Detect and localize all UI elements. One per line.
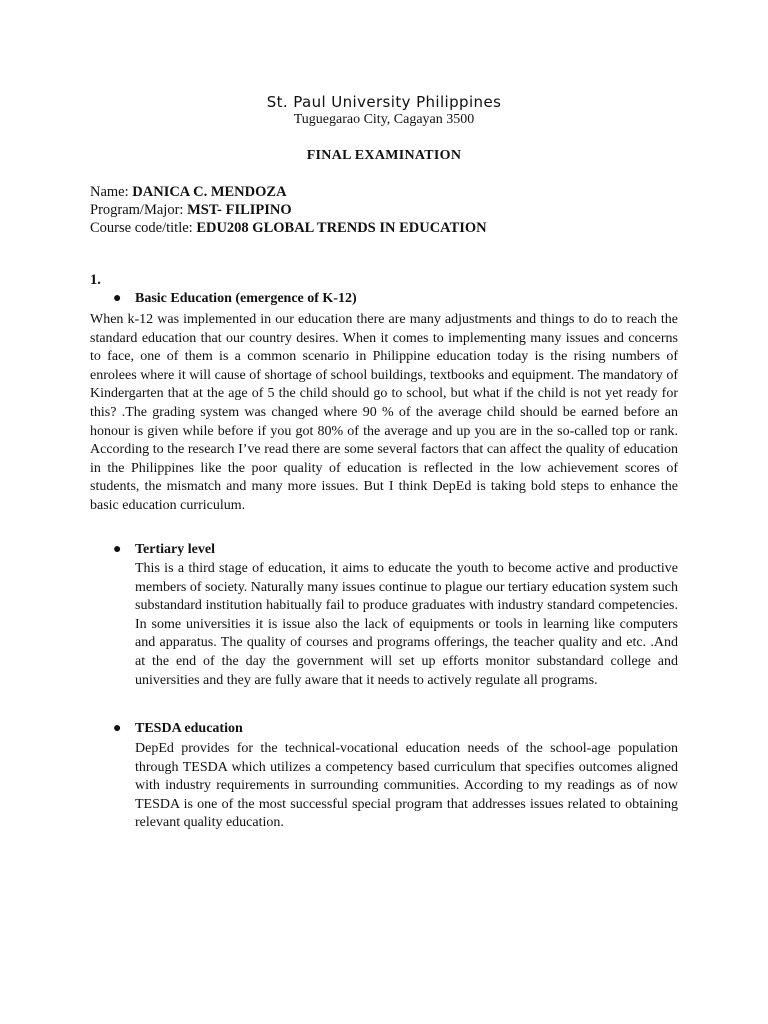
section-body-tertiary: This is a third stage of education, it aims to educate the youth to become active and productive members of society. Naturally many issues continue to plague our tertiary education system such substandard institution habitually fail to produce graduates with industry standard competencies. In some universities it is issue also the lack of equipments or tools in learning like computers and apparatus. The quality of courses and programs offerings, the teacher quality and etc. .And at the end of the day the government will set up efforts monitor substandard college and universities and they are fully aware that it needs to actively regulate all programs. [135, 561, 678, 688]
university-address: Tuguegarao City, Cagayan 3500 [293, 112, 475, 127]
section-body-basic: When k-12 was implemented in our education there are many adjustments and things to do to reach the standard education that our country desires. When it comes to implementing many issues and concerns to face, one of them is a common scenario in Philippine education today is the rising numbers of enrolees where it will cause of shortage of school buildings, textbooks and equipment. The mandatory of Kindergarten that at the age of 5 the child should go to school, but what if the child is not yet ready for this? .The grading system was changed where 90 % of the average child should be earned before an honour is given while before if you got 80% of the average and up you are in the so-called top or rank. According to the research I’ve read there are some several factors that can affect the quality of education in the Philippines like the poor quality of education is reflected in the low achievement scores of students, the mismatch and many more issues. But I think DepEd is taking bold steps to enhance the basic education curriculum. [90, 312, 678, 513]
program-value: MST- FILIPINO [187, 202, 292, 218]
name-label: Name: [90, 184, 133, 200]
section-heading-basic [113, 291, 357, 307]
program-line [90, 201, 292, 219]
question-number: 1. [90, 272, 101, 288]
exam-title: FINAL EXAMINATION [306, 148, 462, 163]
course-line [90, 219, 487, 237]
course-value: EDU208 GLOBAL TRENDS IN EDUCATION [196, 220, 487, 236]
name-line [90, 183, 287, 201]
section-heading-label: Basic Education (emergence of K-12) [135, 291, 357, 306]
section-heading-label: TESDA education [135, 721, 243, 736]
section-body-tesda: DepEd provides for the technical-vocational education needs of the school-age population through TESDA which utilizes a competency based curriculum that specifies outcomes aligned with industry requirements in surrounding communities. According to my readings as of now TESDA is one of the most successful special program that addresses issues related to obtaining relevant quality education. [135, 741, 678, 831]
bullet-icon: ● [113, 542, 122, 557]
bullet-icon: ● [113, 291, 122, 306]
name-value: DANICA C. MENDOZA [132, 184, 287, 200]
program-label: Program/Major: [90, 202, 188, 218]
course-label: Course code/title: [90, 220, 197, 236]
university-name: St. Paul University Philippines [266, 93, 502, 111]
bullet-icon: ● [113, 721, 122, 736]
section-heading-tesda [113, 721, 243, 737]
section-heading-label: Tertiary level [135, 542, 215, 557]
section-heading-tertiary [113, 542, 215, 558]
